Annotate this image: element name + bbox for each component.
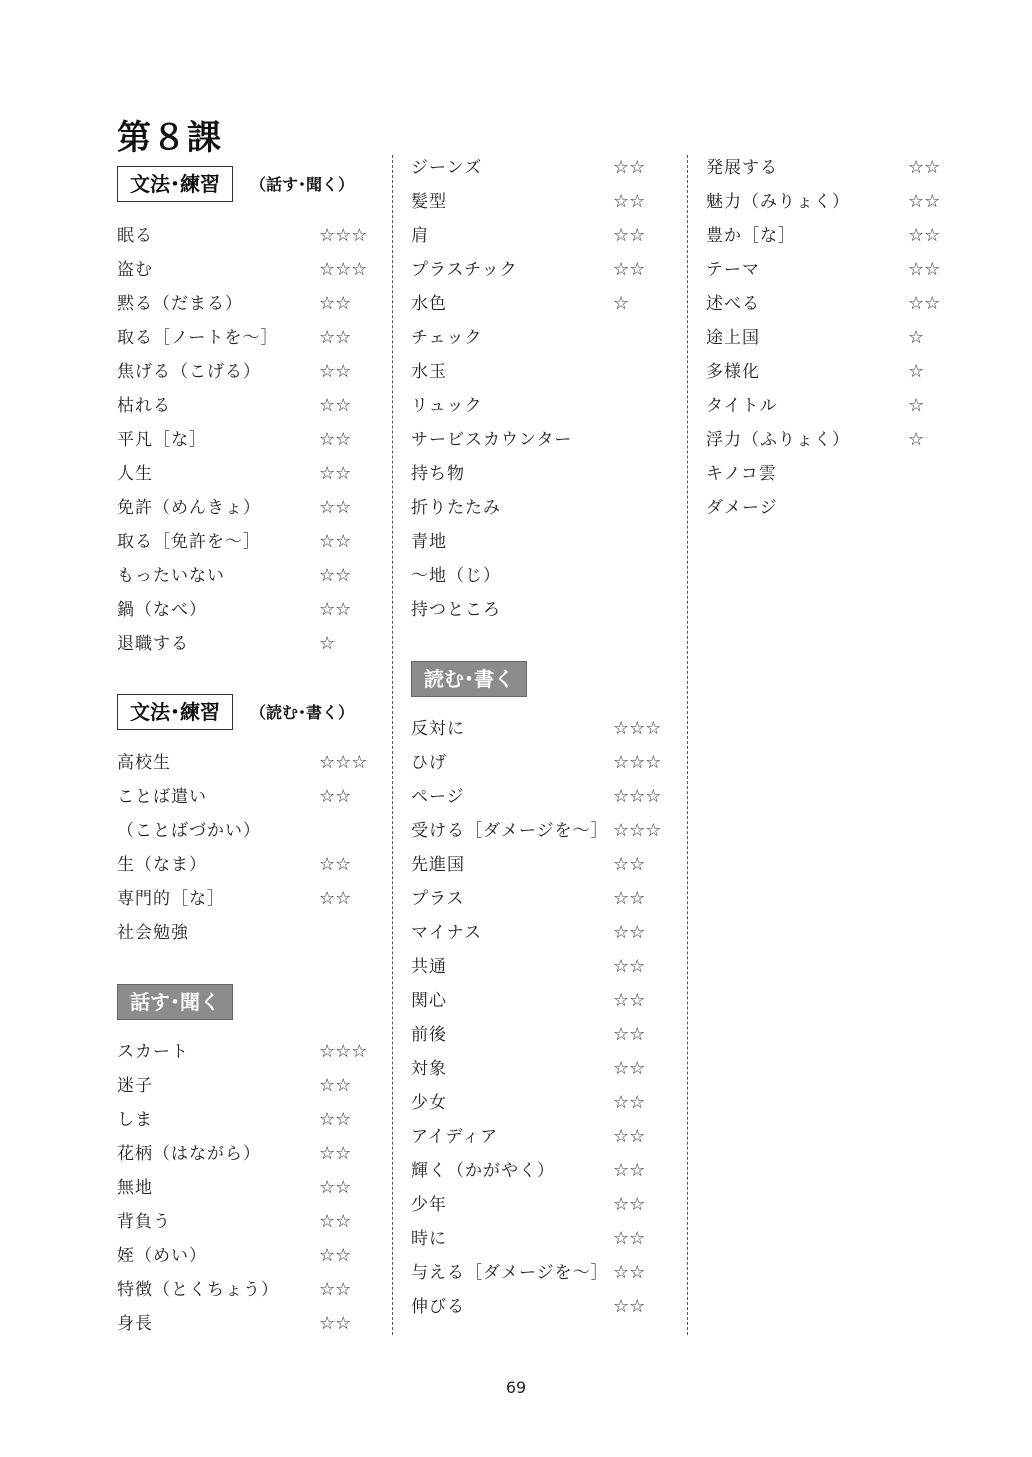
vocab-row [411, 491, 673, 525]
vocab-term: 与える［ダメージを～］ [411, 1263, 609, 1283]
vocab-row [117, 814, 379, 848]
vocab-term: 枯れる [117, 396, 171, 416]
vocab-row [411, 916, 673, 950]
vocab-row [411, 814, 673, 848]
star-rating: ☆☆ [319, 429, 352, 450]
star-rating: ☆☆ [908, 293, 941, 314]
vocab-row [411, 593, 673, 627]
vocab-row [117, 321, 379, 355]
vocab-row [706, 389, 968, 423]
vocab-term: ことば遣い [117, 787, 207, 807]
vocab-term: ～地（じ） [411, 566, 501, 586]
vocab-term: ひげ [411, 753, 447, 773]
vocab-term: 取る［ノートを～］ [117, 328, 279, 348]
star-rating: ☆☆ [319, 1279, 352, 1300]
vocab-term: 水玉 [411, 362, 447, 382]
vocab-term: 水色 [411, 294, 447, 314]
star-rating: ☆☆ [319, 497, 352, 518]
star-rating: ☆☆ [908, 157, 941, 178]
star-rating: ☆☆ [319, 599, 352, 620]
vocab-row [117, 1137, 379, 1171]
vocab-row [411, 1154, 673, 1188]
vocab-row [411, 1086, 673, 1120]
star-rating: ☆☆ [908, 225, 941, 246]
vocab-term: 鍋（なべ） [117, 600, 207, 620]
star-rating: ☆☆ [319, 1075, 352, 1096]
star-rating: ☆☆ [613, 1262, 646, 1283]
vocab-term: スカート [117, 1042, 189, 1062]
star-rating: ☆☆ [613, 1092, 646, 1113]
vocab-term: 時に [411, 1229, 447, 1249]
star-rating: ☆☆ [613, 956, 646, 977]
star-rating: ☆☆ [613, 1024, 646, 1045]
vocab-row [411, 882, 673, 916]
vocab-term: 浮力（ふりょく） [706, 430, 850, 450]
vocab-row [706, 219, 968, 253]
star-rating: ☆☆ [908, 191, 941, 212]
star-rating: ☆ [908, 429, 925, 450]
vocab-row [411, 950, 673, 984]
star-rating: ☆☆ [613, 922, 646, 943]
star-rating: ☆☆ [613, 225, 646, 246]
section-header-grammar-reading: 文法･練習 [117, 694, 233, 730]
vocab-term: もったいない [117, 566, 225, 586]
vocab-row [117, 457, 379, 491]
star-rating: ☆☆ [319, 786, 352, 807]
vocab-row [411, 151, 673, 185]
vocab-row [411, 457, 673, 491]
star-rating: ☆☆ [319, 1143, 352, 1164]
vocab-row [706, 321, 968, 355]
star-rating: ☆☆ [319, 1313, 352, 1334]
section-header-reading-writing: 読む･書く [411, 661, 527, 697]
vocab-row [411, 1222, 673, 1256]
vocab-row [411, 321, 673, 355]
star-rating: ☆☆ [319, 463, 352, 484]
vocab-term: 平凡［な］ [117, 430, 207, 450]
star-rating: ☆☆ [613, 1160, 646, 1181]
vocab-row [117, 1273, 379, 1307]
vocab-row [117, 559, 379, 593]
star-rating: ☆☆ [908, 259, 941, 280]
vocab-term: 持つところ [411, 600, 501, 620]
vocab-term: 焦げる（こげる） [117, 362, 261, 382]
vocab-term: 社会勉強 [117, 923, 189, 943]
vocab-row [411, 984, 673, 1018]
vocab-row [706, 253, 968, 287]
vocab-row [117, 1307, 379, 1341]
vocab-row [411, 1290, 673, 1324]
vocab-term: 魅力（みりょく） [706, 192, 850, 212]
vocab-row [117, 389, 379, 423]
vocab-row [411, 185, 673, 219]
vocab-row [706, 423, 968, 457]
vocab-term: 無地 [117, 1178, 153, 1198]
star-rating: ☆☆ [613, 1194, 646, 1215]
star-rating: ☆☆ [319, 293, 352, 314]
page-number: 69 [505, 1378, 527, 1397]
star-rating: ☆☆ [613, 854, 646, 875]
vocab-row [117, 780, 379, 814]
vocab-row [411, 253, 673, 287]
star-rating: ☆☆ [319, 1109, 352, 1130]
star-rating: ☆☆ [319, 361, 352, 382]
vocab-row [706, 457, 968, 491]
vocab-term: 盗む [117, 260, 153, 280]
vocab-term: 身長 [117, 1314, 153, 1334]
vocab-term: 髪型 [411, 192, 447, 212]
vocab-term: しま [117, 1110, 153, 1130]
vocab-term: 先進国 [411, 855, 465, 875]
star-rating: ☆ [908, 395, 925, 416]
star-rating: ☆☆ [319, 327, 352, 348]
star-rating: ☆☆ [319, 1211, 352, 1232]
vocab-row [117, 355, 379, 389]
vocab-row [706, 185, 968, 219]
vocab-term: 伸びる [411, 1297, 465, 1317]
vocab-term: 高校生 [117, 753, 171, 773]
vocab-term: チェック [411, 328, 483, 348]
star-rating: ☆☆ [319, 395, 352, 416]
vocab-term: 輝く（かがやく） [411, 1161, 555, 1181]
vocab-row [117, 253, 379, 287]
star-rating: ☆☆ [613, 1296, 646, 1317]
vocab-row [706, 151, 968, 185]
section-header-grammar-speaking: 文法･練習 [117, 166, 233, 202]
vocab-term: 少女 [411, 1093, 447, 1113]
vocab-term: 背負う [117, 1212, 171, 1232]
section-header-speaking-listening: 話す･聞く [117, 984, 233, 1020]
vocab-term: 眠る [117, 226, 153, 246]
column-divider-2 [687, 155, 688, 1335]
vocab-row [411, 1188, 673, 1222]
vocab-row [706, 355, 968, 389]
vocab-row [117, 1069, 379, 1103]
vocab-row [411, 746, 673, 780]
star-rating: ☆☆ [319, 888, 352, 909]
vocab-row [411, 559, 673, 593]
star-rating: ☆ [319, 633, 336, 654]
star-rating: ☆☆ [613, 1126, 646, 1147]
vocab-row [411, 287, 673, 321]
vocab-row [117, 1239, 379, 1273]
star-rating: ☆☆☆ [613, 752, 662, 773]
vocab-row [411, 848, 673, 882]
star-rating: ☆☆☆ [319, 225, 368, 246]
vocab-term: （ことばづかい） [117, 821, 261, 841]
vocab-term: 対象 [411, 1059, 447, 1079]
vocab-term: 生（なま） [117, 855, 207, 875]
star-rating: ☆☆☆ [613, 820, 662, 841]
vocab-row [411, 712, 673, 746]
column-divider-1 [392, 155, 393, 1335]
vocab-term: 人生 [117, 464, 153, 484]
vocab-term: 花柄（はながら） [117, 1144, 261, 1164]
vocab-term: 退職する [117, 634, 189, 654]
star-rating: ☆☆ [319, 1245, 352, 1266]
lesson-title: 第８課 [117, 118, 222, 158]
star-rating: ☆☆☆ [613, 718, 662, 739]
vocab-row [117, 219, 379, 253]
star-rating: ☆☆ [319, 1177, 352, 1198]
vocab-term: 関心 [411, 991, 447, 1011]
vocab-term: 折りたたみ [411, 498, 501, 518]
star-rating: ☆☆☆ [319, 1041, 368, 1062]
vocab-term: 姪（めい） [117, 1246, 207, 1266]
vocab-row [117, 848, 379, 882]
vocab-row [117, 1103, 379, 1137]
vocab-row [411, 1120, 673, 1154]
vocab-row [117, 1205, 379, 1239]
vocab-row [117, 1171, 379, 1205]
vocab-term: ダメージ [706, 498, 778, 518]
vocab-term: マイナス [411, 923, 482, 943]
vocab-row [411, 525, 673, 559]
vocab-term: テーマ [706, 260, 760, 280]
vocab-row [117, 746, 379, 780]
vocab-term: タイトル [706, 396, 778, 416]
star-rating: ☆☆☆ [319, 259, 368, 280]
vocab-term: 取る［免許を～］ [117, 532, 261, 552]
star-rating: ☆☆ [613, 191, 646, 212]
vocab-term: 免許（めんきょ） [117, 498, 261, 518]
star-rating: ☆☆ [613, 259, 646, 280]
vocab-term: 述べる [706, 294, 760, 314]
vocab-term: 発展する [706, 158, 778, 178]
star-rating: ☆☆ [319, 565, 352, 586]
vocab-term: ページ [411, 787, 465, 807]
vocab-row [411, 780, 673, 814]
vocab-term: 前後 [411, 1025, 447, 1045]
star-rating: ☆☆ [613, 157, 646, 178]
vocab-term: 持ち物 [411, 464, 465, 484]
star-rating: ☆☆☆ [613, 786, 662, 807]
vocab-term: 迷子 [117, 1076, 153, 1096]
star-rating: ☆ [613, 293, 630, 314]
section-subheader-speaking: （話す･聞く） [250, 175, 355, 194]
vocab-row [117, 287, 379, 321]
star-rating: ☆ [908, 327, 925, 348]
vocab-term: サービスカウンター [411, 430, 573, 450]
vocab-term: 受ける［ダメージを～］ [411, 821, 609, 841]
star-rating: ☆☆ [613, 1058, 646, 1079]
vocab-term: 共通 [411, 957, 447, 977]
vocab-row [117, 627, 379, 661]
vocab-term: アイディア [411, 1127, 499, 1147]
star-rating: ☆ [908, 361, 925, 382]
vocab-term: 特徴（とくちょう） [117, 1280, 279, 1300]
vocab-row [411, 423, 673, 457]
vocab-term: ジーンズ [411, 158, 483, 178]
vocab-row [411, 1018, 673, 1052]
vocab-row [117, 1035, 379, 1069]
star-rating: ☆☆ [613, 990, 646, 1011]
vocab-term: 青地 [411, 532, 447, 552]
vocab-row [411, 1052, 673, 1086]
vocab-row [117, 423, 379, 457]
vocab-row [411, 355, 673, 389]
star-rating: ☆☆☆ [319, 752, 368, 773]
vocab-term: リュック [411, 396, 483, 416]
vocab-row [411, 389, 673, 423]
vocab-term: 専門的［な］ [117, 889, 225, 909]
vocab-row [117, 916, 379, 950]
star-rating: ☆☆ [613, 1228, 646, 1249]
vocab-term: キノコ雲 [706, 464, 777, 484]
vocab-row [706, 491, 968, 525]
star-rating: ☆☆ [319, 854, 352, 875]
vocab-row [117, 593, 379, 627]
vocab-row [706, 287, 968, 321]
vocab-term: 黙る（だまる） [117, 294, 243, 314]
star-rating: ☆☆ [319, 531, 352, 552]
vocab-term: 反対に [411, 719, 465, 739]
vocab-term: 少年 [411, 1195, 447, 1215]
section-subheader-reading: （読む･書く） [250, 703, 355, 722]
vocab-term: 多様化 [706, 362, 760, 382]
vocab-row [117, 491, 379, 525]
star-rating: ☆☆ [613, 888, 646, 909]
vocab-row [117, 882, 379, 916]
vocab-row [411, 219, 673, 253]
vocab-term: 肩 [411, 226, 429, 246]
vocab-term: プラス [411, 889, 465, 909]
vocab-term: 途上国 [706, 328, 760, 348]
vocab-row [117, 525, 379, 559]
vocab-term: 豊か［な］ [706, 226, 796, 246]
vocab-row [411, 1256, 673, 1290]
vocab-term: プラスチック [411, 260, 518, 280]
